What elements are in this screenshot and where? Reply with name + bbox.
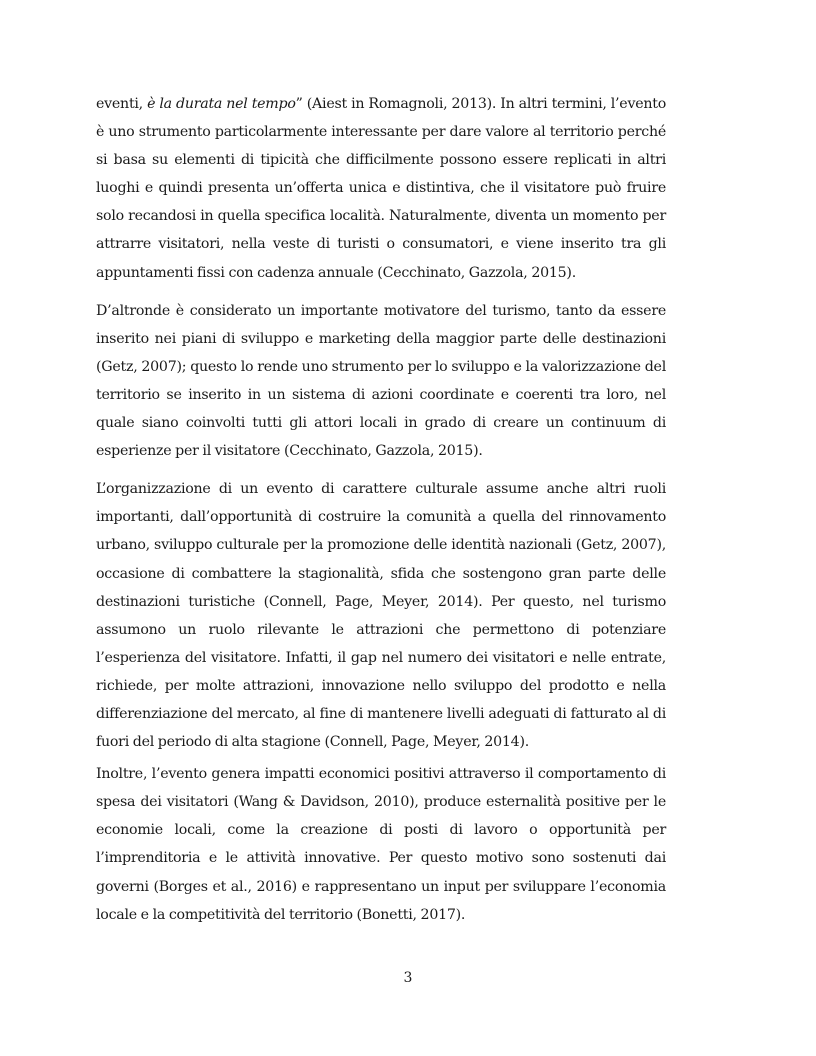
paragraph-4: Inoltre, l’evento genera impatti economici positivi attraverso il comportamento di spesa dei visitatori (Wang & Davidson, 2010), produce esternalità positive per le economie locali, come la creazione di posti di lavoro o opportunità per l’imprenditoria e le attività innovative. Per questo motivo sono sostenuti dai governi (Borges et al., 2016) e rappresentano un input per sviluppare l’economia locale e la competitività del territorio (Bonetti, 2017).: [96, 766, 666, 923]
paragraph-1-italic-quote: è la durata nel tempo: [147, 96, 296, 112]
page-number: 3: [403, 970, 413, 986]
document-page: [96, 90, 666, 929]
paragraph-1-lead: eventi,: [96, 96, 148, 112]
paragraph-3: L’organizzazione di un evento di carattere culturale assume anche altri ruoli importanti, dall’opportunità di costruire la comunità a quella del rinnovamento urbano, sviluppo culturale per la promozione delle identità nazionali (Getz, 2007), occasione di combattere la stagionalità, sfida che sostengono gran parte delle destinazioni turistiche (Connell, Page, Meyer, 2014). Per questo, nel turismo assumono un ruolo rilevante le attrazioni che permettono di potenziare l’esperienza del visitatore. Infatti, il gap nel numero dei visitatori e nelle entrate, richiede, per molte attrazioni, innovazione nello sviluppo del prodotto e nella differenziazione del mercato, al fine di mantenere livelli adeguati di fatturato al di fuori del periodo di alta stagione (Connell, Page, Meyer, 2014).: [96, 481, 666, 751]
paragraph-1-rest: ” (Aiest in Romagnoli, 2013). In altri termini, l’evento è uno strumento particolarmente interessante per dare valore al territorio perché si basa su elementi di tipicità che difficilmente possono essere replicati in altri luoghi e quindi presenta un’offerta unica e distintiva, che il visitatore può fruire solo recandosi in quella specifica località. Naturalmente, diventa un momento per attrarre visitatori, nella veste di turisti o consumatori, e viene inserito tra gli appuntamenti fissi con cadenza annuale (Cecchinato, Gazzola, 2015).: [96, 96, 666, 281]
paragraph-1: [96, 90, 666, 287]
paragraph-2: D’altronde è considerato un importante motivatore del turismo, tanto da essere inserito nei piani di sviluppo e marketing della maggior parte delle destinazioni (Getz, 2007); questo lo rende uno strumento per lo sviluppo e la valorizzazione del territorio se inserito in un sistema di azioni coordinate e coerenti tra loro, nel quale siano coinvolti tutti gli attori locali in grado di creare un continuum di esperienze per il visitatore (Cecchinato, Gazzola, 2015).: [96, 302, 666, 460]
